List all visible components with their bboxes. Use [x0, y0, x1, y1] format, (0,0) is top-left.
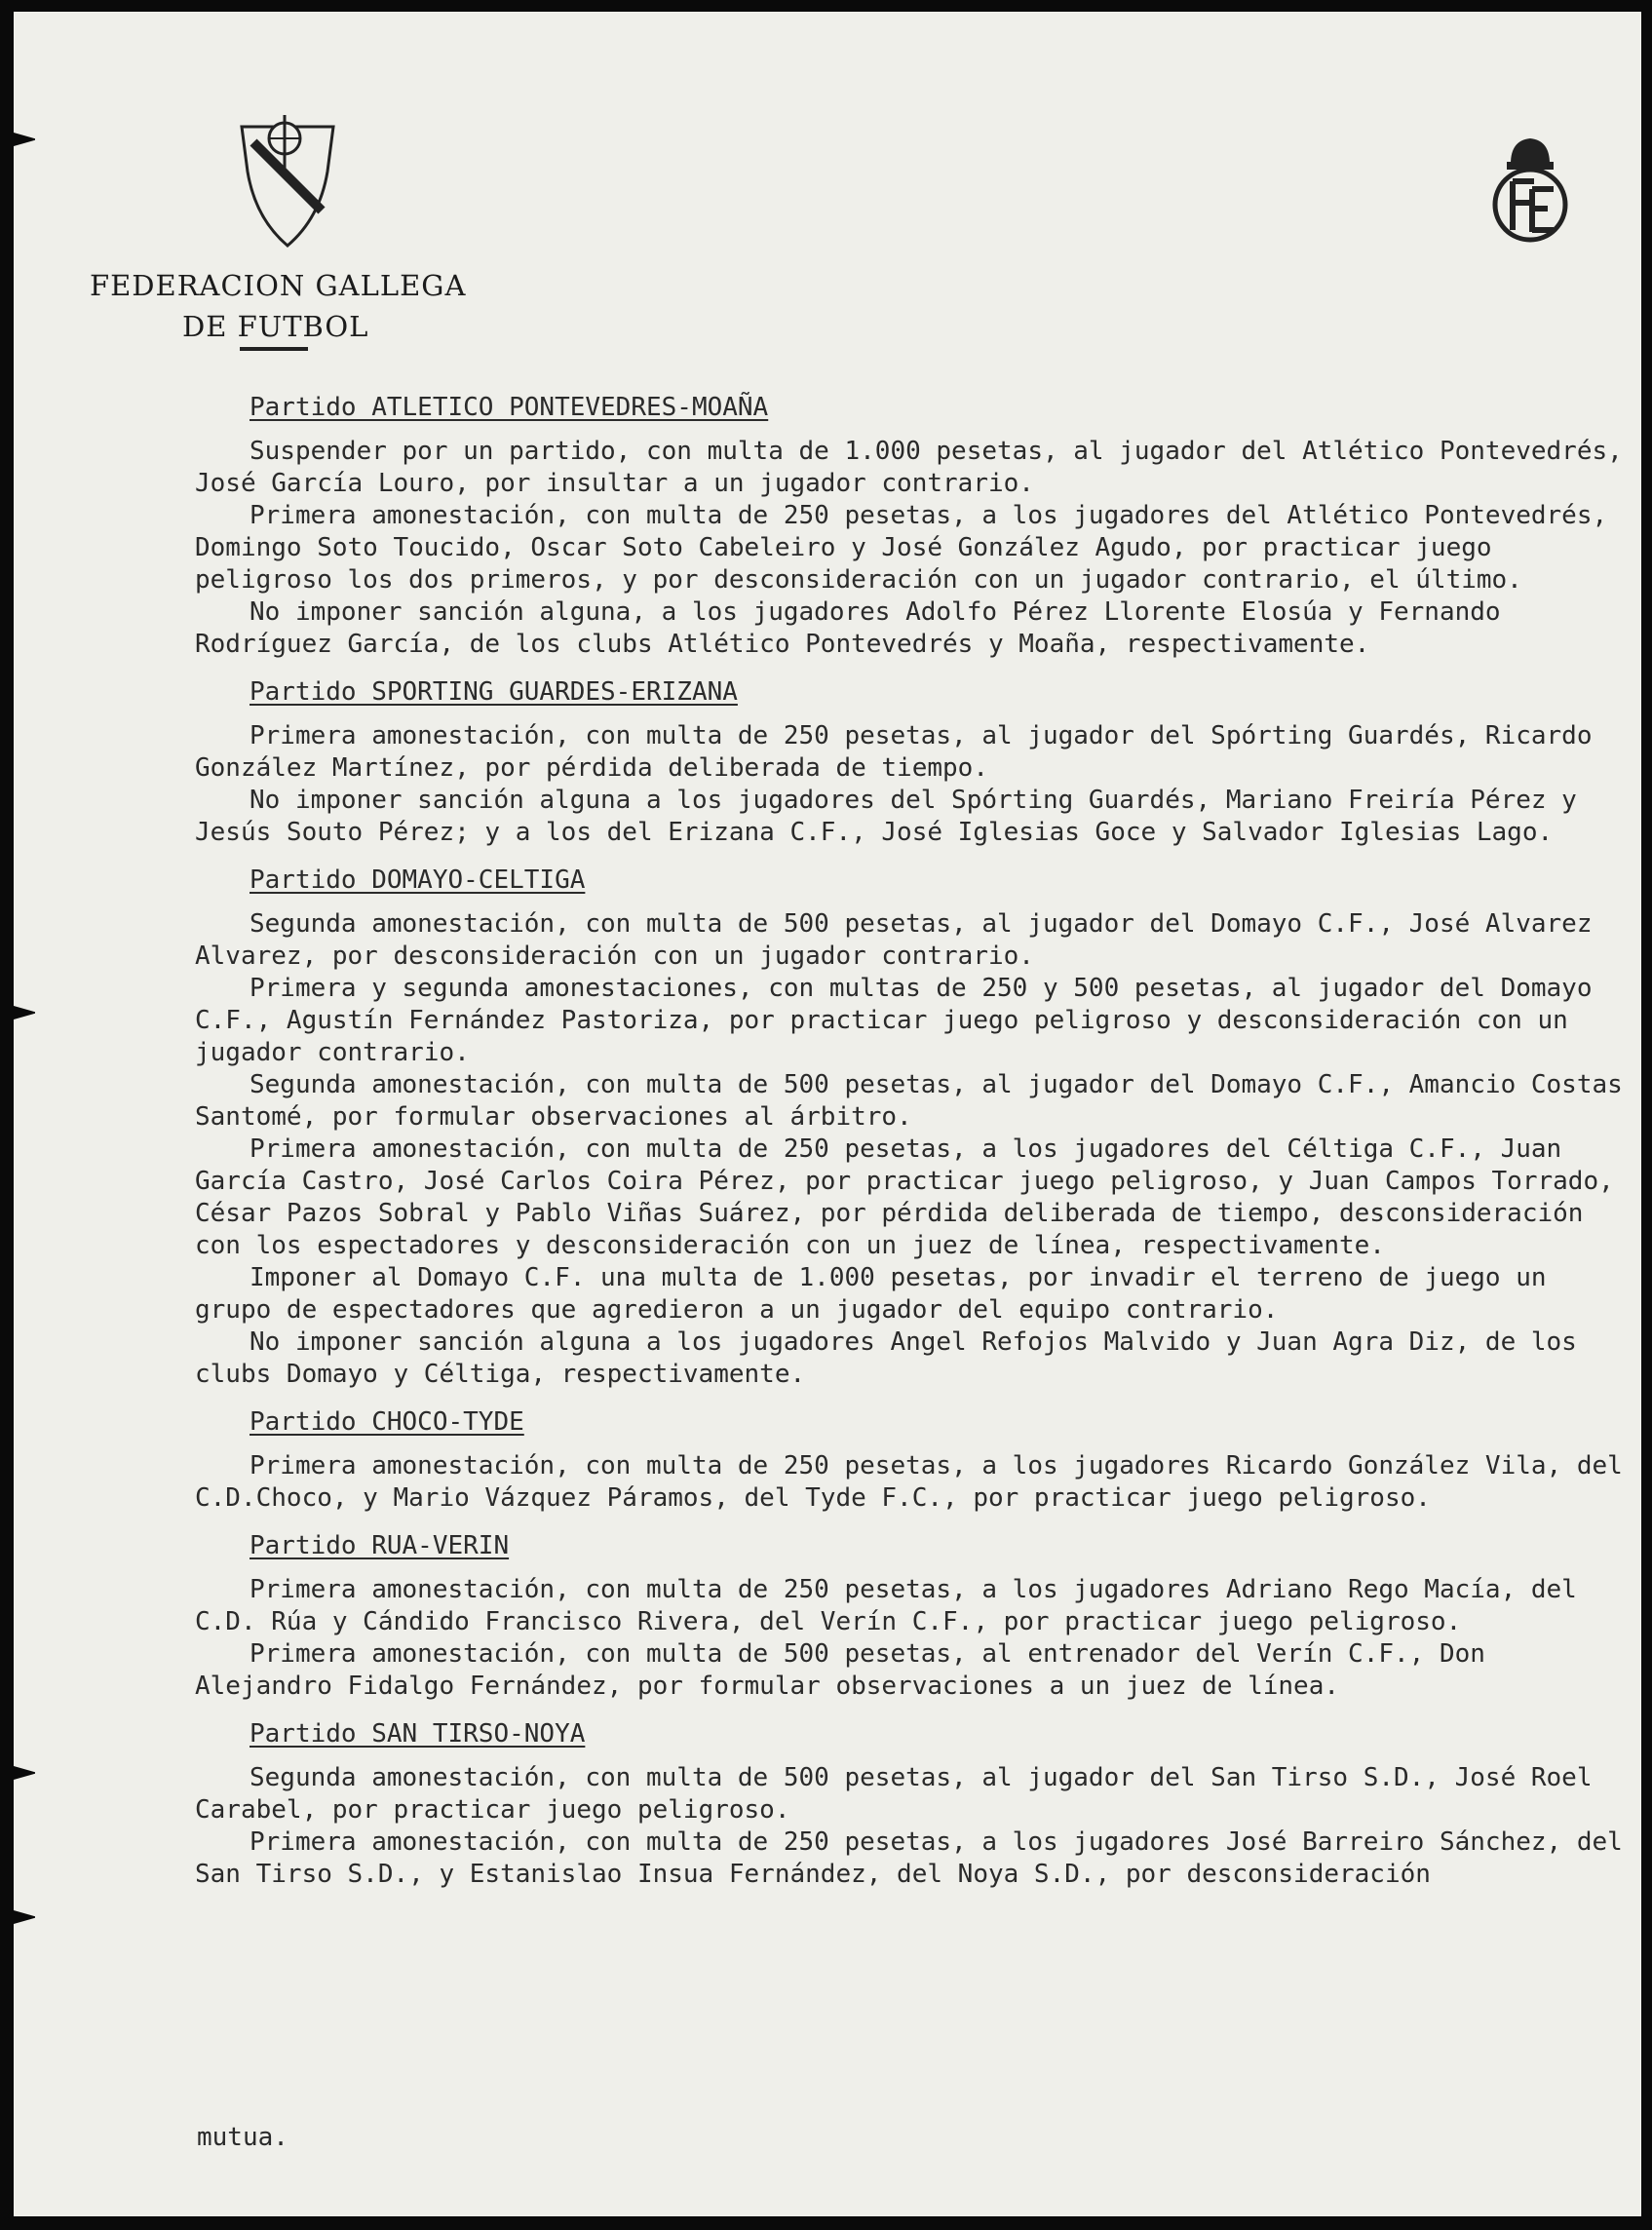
punch-hole: [14, 1910, 35, 1924]
punch-hole: [14, 133, 35, 146]
sanction-paragraph: Primera amonestación, con multa de 250 pesetas, a los jugadores Ricardo González Vila, del C.D.Choco, y Mario Vázquez Páramos, del Tyde F.C., por practicar juego peligroso.: [195, 1451, 1638, 1513]
sanction-paragraph: No imponer sanción alguna a los jugadores Angel Refojos Malvido y Juan Agra Diz, de los clubs Domayo y Céltiga, respectivamente.: [195, 1327, 1593, 1389]
match-section: [195, 1406, 1637, 1515]
match-section: [195, 392, 1637, 661]
sanction-paragraph: Segunda amonestación, con multa de 500 pesetas, al jugador del Domayo C.F., Amancio Costas Santomé, por formular observaciones al árbitro.: [195, 1070, 1638, 1132]
federation-shield-logo: [234, 113, 341, 250]
letterhead-rule: [240, 347, 308, 351]
letterhead-line-1: FEDERACION GALLEGA: [90, 269, 467, 302]
punch-hole: [14, 1006, 35, 1019]
sanction-paragraph: Segunda amonestación, con multa de 500 pesetas, al jugador del San Tirso S.D., José Roel Carabel, por practicar juego peligroso.: [195, 1763, 1608, 1825]
sanction-paragraph: Primera y segunda amonestaciones, con multas de 250 y 500 pesetas, al jugador del Domayo C.F., Agustín Fernández Pastoriza, por practicar juego peligroso y desconsideración con un jugador contrario.: [195, 974, 1608, 1067]
match-heading: Partido ATLETICO PONTEVEDRES-MOAÑA: [250, 393, 769, 422]
match-section: [195, 1530, 1637, 1703]
document-page: [14, 12, 1641, 2216]
match-heading: Partido SPORTING GUARDES-ERIZANA: [250, 677, 738, 707]
sanction-paragraph: No imponer sanción alguna, a los jugadores Adolfo Pérez Llorente Elosúa y Fernando Rodríguez García, de los clubs Atlético Pontevedrés y Moaña, respectivamente.: [195, 597, 1517, 659]
sanction-paragraph: Primera amonestación, con multa de 250 pesetas, a los jugadores del Atlético Pontevedrés, Domingo Soto Toucido, Oscar Soto Cabeleiro y José González Agudo, por practicar juego peligroso los dos primeros, y por desconsideración con un jugador contrario, el último.: [195, 501, 1623, 595]
sanction-paragraph: Imponer al Domayo C.F. una multa de 1.000 pesetas, por invadir el terreno de juego un grupo de espectadores que agredieron a un jugador del equipo contrario.: [195, 1263, 1562, 1325]
match-heading: Partido SAN TIRSO-NOYA: [250, 1719, 586, 1749]
sanctions-body: [195, 392, 1637, 1906]
match-heading: Partido CHOCO-TYDE: [250, 1407, 524, 1437]
royal-federation-crest-logo: [1487, 131, 1573, 246]
sanction-paragraph: No imponer sanción alguna a los jugadores del Spórting Guardés, Mariano Freiría Pérez y Jesús Souto Pérez; y a los del Erizana C.F., José Iglesias Goce y Salvador Iglesias Lago.: [195, 786, 1593, 847]
punch-hole: [14, 1766, 35, 1780]
sanction-paragraph: Primera amonestación, con multa de 500 pesetas, al entrenador del Verín C.F., Don Alejandro Fidalgo Fernández, por formular observaciones a un juez de línea.: [195, 1639, 1501, 1701]
sanction-paragraph: Segunda amonestación, con multa de 500 pesetas, al jugador del Domayo C.F., José Alvarez Alvarez, por desconsideración con un jugador contrario.: [195, 909, 1608, 971]
sanction-paragraph: Suspender por un partido, con multa de 1.000 pesetas, al jugador del Atlético Pontevedrés, José García Louro, por insultar a un jugador contrario.: [195, 437, 1638, 498]
sanction-paragraph: Primera amonestación, con multa de 250 pesetas, al jugador del Spórting Guardés, Ricardo González Martínez, por pérdida deliberada de tiempo.: [195, 721, 1608, 783]
letterhead: [90, 265, 499, 347]
match-section: [195, 676, 1637, 849]
match-heading: Partido RUA-VERIN: [250, 1531, 510, 1560]
letterhead-line-2: DE FUTBOL: [182, 310, 369, 343]
match-section: [195, 1718, 1637, 1891]
sanction-paragraph: Primera amonestación, con multa de 250 pesetas, a los jugadores Adriano Rego Macía, del C.D. Rúa y Cándido Francisco Rivera, del Verín C.F., por practicar juego peligroso.: [195, 1575, 1593, 1636]
trailing-text: mutua.: [197, 2123, 288, 2152]
match-heading: Partido DOMAYO-CELTIGA: [250, 865, 586, 895]
sanction-paragraph: Primera amonestación, con multa de 250 pesetas, a los jugadores del Céltiga C.F., Juan García Castro, José Carlos Coira Pérez, por practicar juego peligroso, y Juan Campos Torrado, César Pazos Sobral y Pablo Viñas Suárez, por pérdida deliberada de tiempo, desconsideración con los espectadores y desconsideración con un juez de línea, respectivamente.: [195, 1134, 1630, 1260]
sanction-paragraph: Primera amonestación, con multa de 250 pesetas, a los jugadores José Barreiro Sánchez, del San Tirso S.D., y Estanislao Insua Fernández, del Noya S.D., por desconsideración: [195, 1827, 1638, 1889]
match-section: [195, 865, 1637, 1391]
